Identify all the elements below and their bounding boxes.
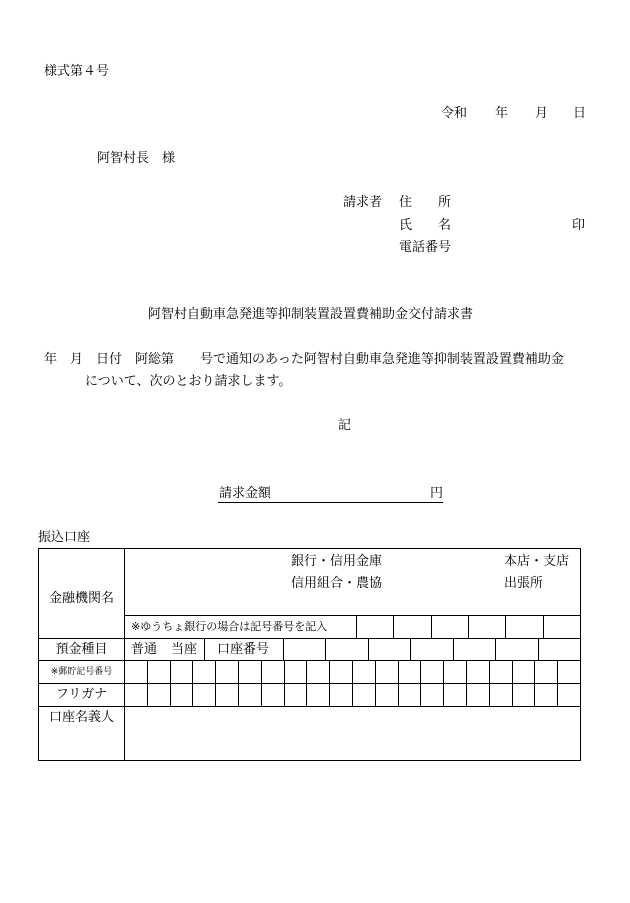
- deposit-type-label: 預金種目: [39, 639, 125, 661]
- account-holder-label: 口座名義人: [39, 707, 125, 761]
- phone-label: 電話番号: [399, 240, 452, 255]
- transfer-account-label: 振込口座: [38, 530, 91, 545]
- deposit-cell: [125, 639, 581, 661]
- account-number-boxes[interactable]: [283, 639, 580, 660]
- bank-account-table: [38, 548, 581, 761]
- current-option[interactable]: 当座: [171, 642, 198, 657]
- body-line-1: 年 月 日付 阿総第 号で通知のあった阿智村自動車急発進等抑制装置設置費補助金: [44, 352, 564, 367]
- amount-unit: 円: [429, 486, 443, 501]
- amount-label: 請求金額: [219, 486, 272, 501]
- institution-cell[interactable]: [125, 549, 581, 639]
- yucho-row: [125, 615, 580, 638]
- branch-types-1: 本店・支店: [504, 554, 570, 569]
- bank-types-1: 銀行・信用金庫: [291, 554, 383, 569]
- form-number: 様式第４号: [44, 64, 110, 79]
- document-title: 阿智村自動車急発進等抑制装置設置費補助金交付請求書: [148, 307, 474, 322]
- yucho-note: ※ゆうちょ銀行の場合は記号番号を記入: [131, 620, 328, 633]
- address-label: 住 所: [399, 195, 452, 210]
- bank-types-2: 信用組合・農協: [291, 576, 383, 591]
- amount-line: [218, 486, 443, 503]
- date-year: 年: [495, 106, 509, 121]
- seal-mark: 印: [572, 218, 586, 233]
- date-month: 月: [535, 106, 549, 121]
- furigana-label: フリガナ: [39, 684, 125, 707]
- claimant-label: 請求者: [343, 195, 383, 210]
- account-holder-field[interactable]: [125, 707, 581, 761]
- branch-types-2: 出張所: [504, 576, 544, 591]
- postal-code-boxes[interactable]: [125, 661, 581, 684]
- name-label: 氏 名: [399, 218, 452, 233]
- furigana-boxes[interactable]: [125, 684, 581, 707]
- institution-label: 金融機関名: [39, 549, 125, 639]
- account-number-label: 口座番号: [217, 642, 270, 657]
- addressee: 阿智村長 様: [97, 151, 176, 166]
- postal-code-label: ※郵貯記号番号: [39, 661, 125, 684]
- ordinary-option[interactable]: 普通: [131, 642, 158, 657]
- date-day: 日: [573, 106, 587, 121]
- body-line-2: について、次のとおり請求します。: [85, 374, 292, 389]
- date-era: 令和: [441, 106, 468, 121]
- yucho-code-boxes[interactable]: [356, 616, 580, 638]
- ki-mark: 記: [338, 418, 352, 433]
